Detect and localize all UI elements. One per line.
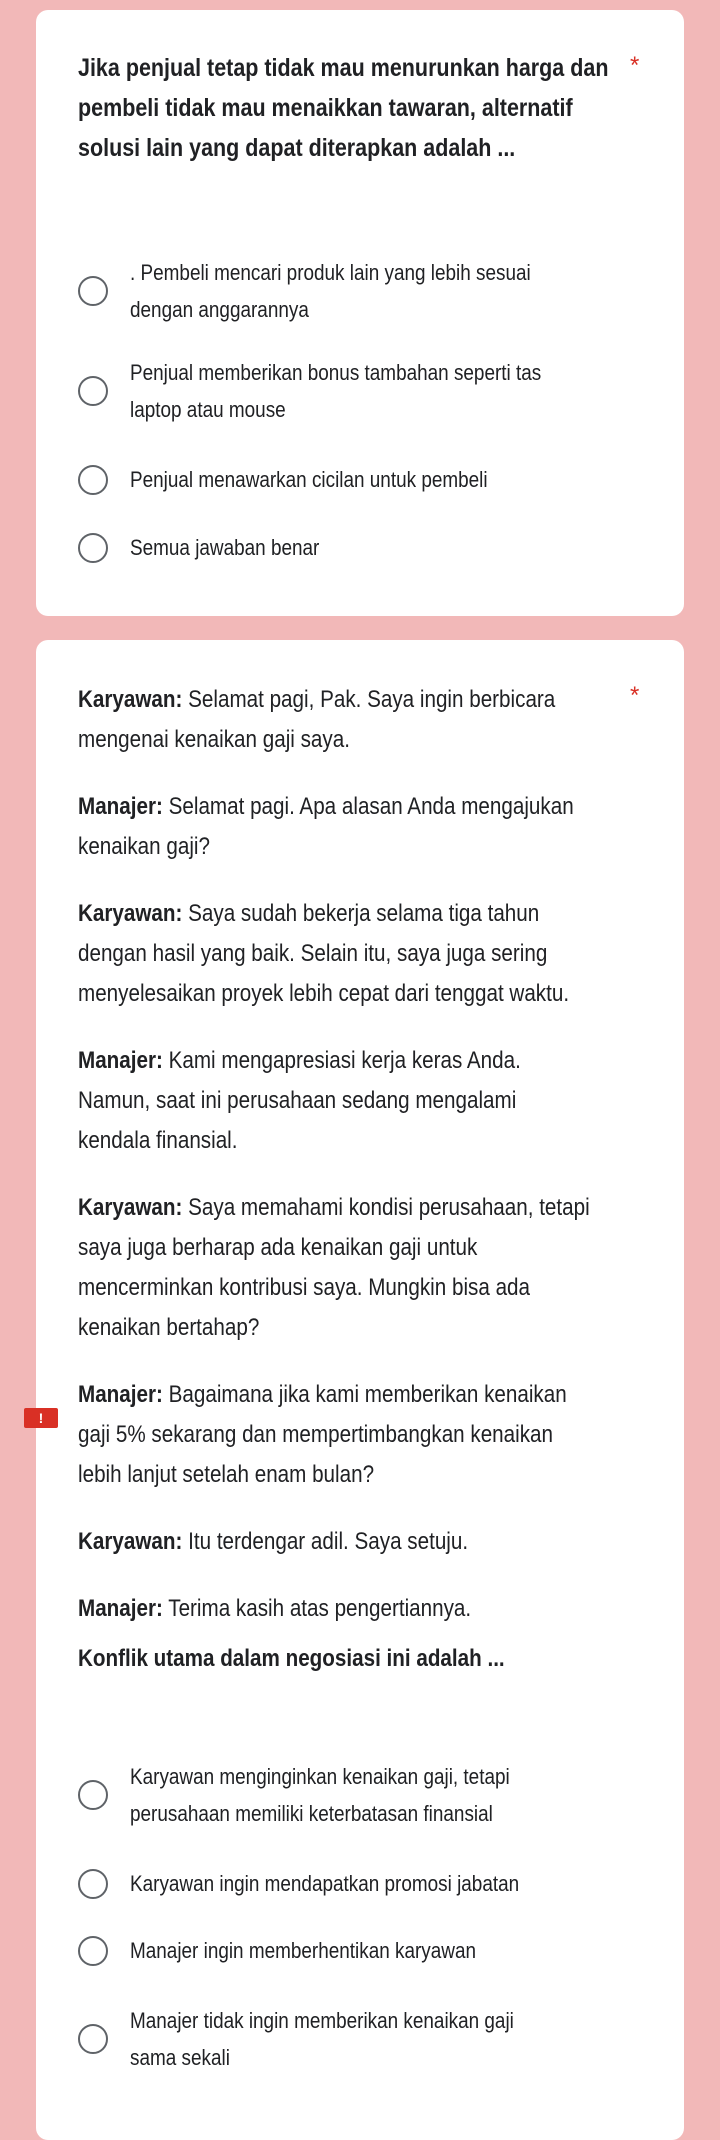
option-3[interactable] — [78, 461, 638, 498]
option-2[interactable] — [78, 1865, 638, 1902]
dialogue-line — [78, 1041, 594, 1161]
warning-icon: ! — [24, 1408, 58, 1428]
speaker: Karyawan: — [78, 1528, 183, 1555]
dialogue-line — [78, 1375, 594, 1495]
option-2[interactable] — [78, 354, 638, 428]
question-card-1 — [36, 10, 684, 616]
option-label: Karyawan ingin mendapatkan promosi jabatan — [130, 1871, 520, 1896]
question-title: Konflik utama dalam negosiasi ini adalah ... — [78, 1645, 505, 1672]
dialogue-line — [78, 680, 594, 760]
dialogue-line — [78, 894, 594, 1014]
dialogue-line — [78, 1522, 594, 1562]
option-label: Manajer tidak ingin memberikan kenaikan gaji sama sekali — [130, 2008, 514, 2070]
radio-button[interactable] — [78, 1780, 108, 1810]
radio-button[interactable] — [78, 276, 108, 306]
dialogue-line — [78, 1188, 594, 1348]
speaker: Karyawan: — [78, 1194, 183, 1221]
required-asterisk: * — [630, 682, 640, 709]
radio-button[interactable] — [78, 465, 108, 495]
line-text: Bagaimana jika kami memberikan kenaikan gaji 5% sekarang dan mempertimbangkan kenaikan lebih lanjut setelah enam bulan? — [78, 1381, 567, 1488]
radio-button[interactable] — [78, 376, 108, 406]
radio-button[interactable] — [78, 1869, 108, 1899]
speaker: Manajer: — [78, 1381, 163, 1408]
dialogue-line — [78, 1589, 594, 1629]
radio-button[interactable] — [78, 1936, 108, 1966]
line-text: Kami mengapresiasi kerja keras Anda. Namun, saat ini perusahaan sedang mengalami kendala finansial. — [78, 1047, 521, 1154]
option-label: Penjual menawarkan cicilan untuk pembeli — [130, 467, 488, 492]
option-1[interactable] — [78, 1758, 638, 1832]
line-text: Itu terdengar adil. Saya setuju. — [182, 1528, 469, 1555]
option-4[interactable] — [78, 2002, 638, 2076]
question-title: Jika penjual tetap tidak mau menurunkan harga dan pembeli tidak mau menaikkan tawaran, alternatif solusi lain yang dapat diterapkan adalah ... — [78, 54, 609, 162]
dialogue-block — [78, 680, 603, 1706]
line-text: Saya sudah bekerja selama tiga tahun dengan hasil yang baik. Selain itu, saya juga sering menyelesaikan proyek lebih cepat dari tenggat waktu. — [78, 900, 570, 1007]
line-text: Terima kasih atas pengertiannya. — [162, 1595, 472, 1622]
speaker: Manajer: — [78, 1047, 163, 1074]
radio-button[interactable] — [78, 2024, 108, 2054]
speaker: Karyawan: — [78, 900, 183, 927]
option-label: . Pembeli mencari produk lain yang lebih sesuai dengan anggarannya — [130, 260, 531, 322]
radio-button[interactable] — [78, 533, 108, 563]
option-3[interactable] — [78, 1932, 638, 1969]
speaker: Karyawan: — [78, 686, 183, 713]
option-label: Semua jawaban benar — [130, 535, 320, 560]
speaker: Manajer: — [78, 793, 163, 820]
option-4[interactable] — [78, 529, 638, 566]
required-asterisk: * — [630, 52, 640, 79]
option-label: Penjual memberikan bonus tambahan seperti tas laptop atau mouse — [130, 360, 542, 422]
question-card-2 — [36, 640, 684, 2140]
line-text: Selamat pagi, Pak. Saya ingin berbicara mengenai kenaikan gaji saya. — [78, 686, 556, 753]
option-1[interactable] — [78, 254, 638, 328]
option-label: Karyawan menginginkan kenaikan gaji, tetapi perusahaan memiliki keterbatasan finansial — [130, 1764, 510, 1826]
speaker: Manajer: — [78, 1595, 163, 1622]
line-text: Selamat pagi. Apa alasan Anda mengajukan kenaikan gaji? — [78, 793, 574, 860]
line-text: Saya memahami kondisi perusahaan, tetapi saya juga berharap ada kenaikan gaji untuk mencerminkan kontribusi saya. Mungkin bisa ada kenaikan bertahap? — [78, 1194, 590, 1341]
dialogue-line — [78, 787, 594, 867]
option-label: Manajer ingin memberhentikan karyawan — [130, 1938, 477, 1963]
